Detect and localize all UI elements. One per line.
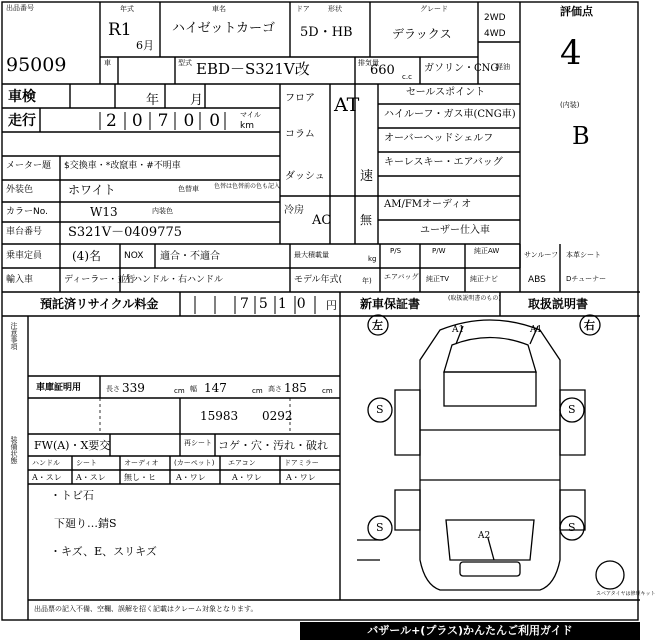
color-code-value: W13 [90,205,118,219]
capacity-label: 乗車定員 [6,251,43,261]
door-label: ドア [296,5,310,13]
speed-label: 速 [360,169,374,184]
vin-label: 車台番号 [6,227,43,237]
drive-4wd: 4WD [484,29,506,39]
cert-unit-3: cm [322,387,333,395]
col-carpet: (カーペット) [174,459,215,467]
import-label: 輸入車 [6,275,34,285]
model-label: 車名 [212,5,226,13]
row-seat: A・スレ [76,473,106,482]
car-diagram [357,315,624,590]
cert-length-label: 長さ [106,385,120,393]
diagram-mark-top-left: A1 [452,325,465,335]
mileage-value: 20700 [106,111,236,131]
row-handle: A・スレ [32,473,62,482]
interior-label: (内装) [560,101,580,109]
sales-points-title: セールスポイント [406,87,486,98]
equip-sunroof: サンルーフ [524,251,559,259]
fw-label: FW(A)・X要交 [34,439,111,452]
row-mirror: A・ワレ [286,473,316,482]
nox-options: 適合・不適合 [160,251,220,262]
grade-value: デラックス [392,27,452,41]
interior-color-label: 内装色 [152,207,173,215]
import-handle: 左ハンドル・右ハンドル [124,275,224,285]
cert-width-value: 147 [204,381,227,395]
fuel-side: 軽油 [496,63,510,71]
cert-height-label: 高さ [268,385,282,393]
color-label: 外装色 [6,185,34,195]
guide-banner[interactable]: バザール+(プラス)かんたんご利用ガイド [300,622,640,640]
drive-2wd: 2WD [484,13,506,23]
door-value: 5D・HB [300,25,353,40]
cert-unit-1: cm [174,387,185,395]
cc-value: 660 [370,63,395,78]
equip-genuine-aw: 純正AW [474,247,500,255]
cert-length-value: 339 [122,381,145,395]
note-line-3: ・キズ、E、スリキズ [50,545,157,558]
cert-height-value: 185 [284,381,307,395]
warranty-note: (取扱説明書のもの) [448,295,501,302]
sales-point-5: ユーザー仕入車 [420,225,490,236]
equip-genuine-navi: 純正ナビ [470,275,498,283]
col-aircon: エアコン [228,459,256,467]
row-carpet: A・ワレ [176,473,206,482]
diagram-mark-s-1: S [376,403,384,416]
equip-airbag: エアバッグ [384,273,419,281]
car-label: 車 [104,59,111,67]
cert-front-value: 15983 [200,409,239,423]
recycle-value: 7510 [240,296,316,312]
recycle-unit: 円 [326,299,337,312]
type-value: EBD－S321V改 [196,60,310,78]
import-model-year-unit: 年) [362,277,372,285]
lot-label: 出品番号 [6,4,34,12]
note-line-1: ・トビ石 [50,489,94,502]
equip-d-tuner: Dチューナー [566,275,607,283]
color-value: ホワイト [68,183,116,197]
sales-point-2: オーバーヘッドシェルフ [384,133,494,144]
shaken-year-unit: 年 [146,93,160,108]
vin-value: S321V－0409775 [68,225,183,240]
aircon-cold-label: 冷房 [284,205,304,216]
diagram-left-label: 左 [372,319,383,332]
stain-options: コゲ・穴・汚れ・破れ [218,439,328,452]
column-label: コラム [285,129,315,140]
mileage-unit-km: km [240,121,254,131]
load-label: 最大積載量 [294,251,329,259]
cert-unit-2: cm [252,387,263,395]
col-audio: オーディオ [124,459,159,467]
equip-abs: ABS [528,275,546,285]
cert-label: 車庫証明用 [36,383,82,393]
sales-point-1: ハイルーフ・ガス車(CNG車) [384,109,516,120]
interior-value: B [572,122,590,150]
footer-notice: 出品票の記入不備、空欄、誤解を招く記載はクレーム対象となります。 [34,605,258,613]
sales-point-4: AM/FMオーディオ [384,199,472,210]
color-code-label: カラーNo. [6,207,48,217]
nox-label: NOX [124,251,144,261]
shaken-month-unit: 月 [190,93,204,108]
capacity-value: (4)名 [72,249,101,263]
year-label: 年式 [120,5,134,13]
warranty-label: 新車保証書 [360,297,421,311]
cert-rear-value: 0292 [262,409,293,423]
dash-label: ダッシュ [285,171,325,182]
row-audio: 無し・ヒ [124,473,156,482]
manual-label: 取扱説明書 [528,297,589,311]
meter-options: $交換車・*改竄車・#不明車 [64,161,181,171]
score-value: 4 [560,33,582,73]
equip-ps: P/S [390,247,402,255]
model-value: ハイゼットカーゴ [172,21,275,36]
floor-label: フロア [285,93,315,104]
door-shape-label: 形状 [328,5,342,13]
grade-label: グレード [420,5,448,13]
lot-number: 95009 [6,54,67,76]
mileage-unit-mile: マイル [240,111,261,119]
equip-pw: P/W [432,247,446,255]
mileage-label: 走行 [8,113,36,129]
cert-width-label: 幅 [190,385,197,393]
col-mirror: ドアミラー [284,459,319,467]
type-label: 型式 [178,59,192,67]
diagram-mark-s-4: S [568,521,576,534]
month-value: 6月 [136,39,154,52]
import-model-year: モデル年式( [294,275,343,285]
equip-genuine-tv: 純正TV [426,275,450,283]
cc-label: 排気量 [358,59,379,67]
row-aircon: A・ワレ [232,473,262,482]
cc-unit: c.c [402,73,412,81]
spare-note: スペアタイヤは修理キット [596,591,655,597]
load-unit: kg [368,255,377,263]
notes-side-label: 注意事項 [10,322,18,350]
equip-headrest: 本革シート [566,251,601,259]
diagram-mark-s-3: S [568,403,576,416]
at-value: AT [334,94,360,116]
aircon-ac-value: AC [312,213,332,228]
meter-label: メーター題 [6,161,52,171]
col-handle: ハンドル [32,459,60,467]
col-seat: シート [76,459,97,467]
aircon-none-label: 無 [360,213,373,227]
equip-side-label: 装備状態 [10,436,18,464]
seat-label: 再シート [184,439,212,447]
sales-point-3: キーレスキー・エアバッグ [384,157,503,168]
diagram-mark-bottom: A2 [478,531,491,541]
diagram-right-label: 右 [584,319,595,332]
note-line-2: 下廻り…錆S [54,517,117,530]
recycle-label: 預託済リサイクル料金 [40,297,159,311]
year-value: R1 [108,20,132,40]
score-label: 評価点 [560,5,593,18]
shaken-label: 車検 [8,89,36,105]
color-note: 色替車 [178,185,199,193]
import-dealer: ディーラー・並行 [64,275,136,285]
fuel-value: ガソリン・CNG [424,63,499,74]
diagram-mark-s-2: S [376,521,384,534]
color-side-note: 色替は色替前の色も記入 [214,183,281,190]
diagram-mark-top-right: A1 [530,325,543,335]
